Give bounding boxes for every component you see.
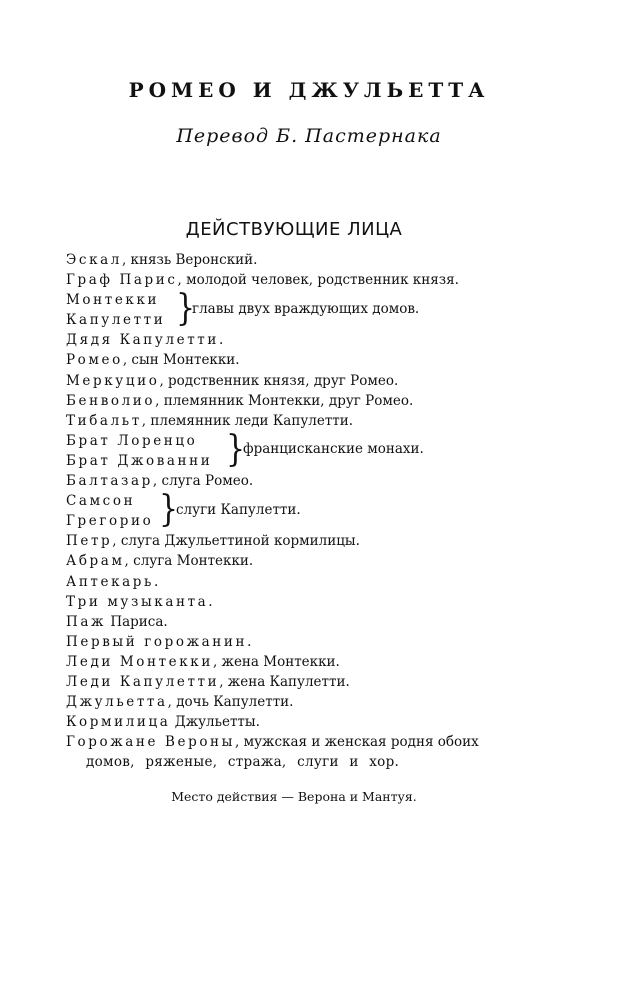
character-name: Тибальт bbox=[66, 412, 142, 429]
translator-credit: Перевод Б. Пастернака bbox=[176, 125, 442, 147]
character-description: , сын Монтекки. bbox=[122, 352, 240, 369]
character-name: Капулетти bbox=[66, 312, 166, 329]
character-description: , родственник князя, друг Ромео. bbox=[159, 372, 399, 389]
cast-list bbox=[66, 250, 596, 772]
cast-entry bbox=[66, 692, 596, 712]
character-description: , племянник Монтекки, друг Ромео. bbox=[155, 392, 414, 409]
character-description: Джульетты. bbox=[170, 714, 260, 731]
cast-entry bbox=[66, 572, 596, 592]
cast-entry-continuation: домов, ряженые, стража, слуги и хор. bbox=[86, 754, 400, 771]
character-name: Брат Лоренцо bbox=[66, 432, 198, 449]
group-description: главы двух враждующих домов. bbox=[192, 301, 420, 318]
character-description: . bbox=[247, 633, 252, 650]
character-description: , слуга Джульеттиной кормилицы. bbox=[112, 533, 360, 550]
character-name: Ромео bbox=[66, 352, 123, 369]
character-name: Балтазар bbox=[66, 473, 153, 490]
cast-entry bbox=[66, 511, 596, 531]
character-name: Горожане Вероны bbox=[66, 734, 236, 751]
cast-entry bbox=[66, 632, 596, 652]
character-name: Петр bbox=[66, 533, 113, 550]
character-description: , жена Монтекки. bbox=[212, 653, 340, 670]
character-description: . bbox=[153, 573, 159, 590]
character-description: , князь Веронский. bbox=[121, 252, 258, 268]
cast-entry bbox=[66, 592, 596, 612]
cast-group bbox=[66, 488, 596, 531]
character-name: Брат Джованни bbox=[66, 452, 213, 469]
cast-heading: ДЕЙСТВУЮЩИЕ ЛИЦА bbox=[185, 219, 403, 240]
group-description: францисканские монахи. bbox=[243, 440, 424, 457]
right-brace-icon: } bbox=[226, 428, 246, 471]
character-description: Париса. bbox=[106, 613, 168, 630]
character-name: Леди Монтекки bbox=[66, 653, 213, 670]
cast-entry bbox=[66, 471, 596, 491]
character-description: , дочь Капулетти. bbox=[167, 694, 294, 711]
cast-entry bbox=[66, 391, 596, 411]
cast-entry bbox=[66, 371, 596, 391]
character-name: Самсон bbox=[66, 493, 136, 510]
character-name: Джульетта bbox=[66, 694, 168, 711]
cast-entry bbox=[66, 551, 596, 571]
cast-entry bbox=[66, 250, 596, 270]
character-description: , племянник леди Капулетти. bbox=[141, 412, 354, 429]
character-name: Грегорио bbox=[66, 513, 154, 530]
character-name: Три музыканта bbox=[66, 593, 209, 610]
character-description: , жена Капулетти. bbox=[219, 673, 350, 690]
character-description: , молодой человек, родственник князя. bbox=[177, 272, 459, 289]
character-name: Бенволио bbox=[66, 392, 156, 409]
cast-group bbox=[66, 428, 596, 471]
character-name: Граф Парис bbox=[66, 272, 178, 289]
cast-entry bbox=[66, 652, 596, 672]
character-description: . bbox=[208, 593, 213, 610]
cast-entry bbox=[66, 712, 596, 732]
character-name: Аптекарь bbox=[66, 573, 154, 590]
cast-entry bbox=[66, 350, 596, 370]
character-name: Леди Капулетти bbox=[66, 673, 220, 690]
cast-entry bbox=[66, 491, 596, 511]
right-brace-icon: } bbox=[159, 488, 179, 531]
character-name: Первый горожанин bbox=[66, 633, 248, 650]
character-name: Монтекки bbox=[66, 292, 160, 309]
cast-group bbox=[66, 287, 596, 330]
character-description: , мужская и женская родня обоих bbox=[235, 734, 479, 751]
right-brace-icon: } bbox=[176, 287, 196, 330]
character-description: , слуга Монтекки. bbox=[124, 553, 254, 570]
character-description: . bbox=[218, 332, 224, 349]
character-name: Кормилица bbox=[66, 714, 171, 731]
cast-entry bbox=[66, 732, 596, 752]
setting-note: Место действия — Верона и Мантуя. bbox=[171, 789, 417, 804]
character-name: Дядя Капулетти bbox=[66, 332, 219, 349]
character-name: Абрам bbox=[66, 553, 125, 570]
group-description: слуги Капулетти. bbox=[176, 502, 301, 519]
character-name: Эскал bbox=[66, 252, 122, 268]
cast-entry bbox=[66, 612, 596, 632]
play-title: РОМЕО И ДЖУЛЬЕТТА bbox=[128, 78, 490, 102]
character-description: , слуга Ромео. bbox=[152, 473, 254, 490]
cast-entry bbox=[66, 411, 596, 431]
cast-entry bbox=[66, 330, 596, 350]
cast-entry bbox=[66, 270, 596, 290]
cast-entry bbox=[66, 531, 596, 551]
character-name: Меркуцио bbox=[66, 372, 160, 389]
cast-entry bbox=[66, 672, 596, 692]
character-name: Паж bbox=[66, 613, 107, 630]
